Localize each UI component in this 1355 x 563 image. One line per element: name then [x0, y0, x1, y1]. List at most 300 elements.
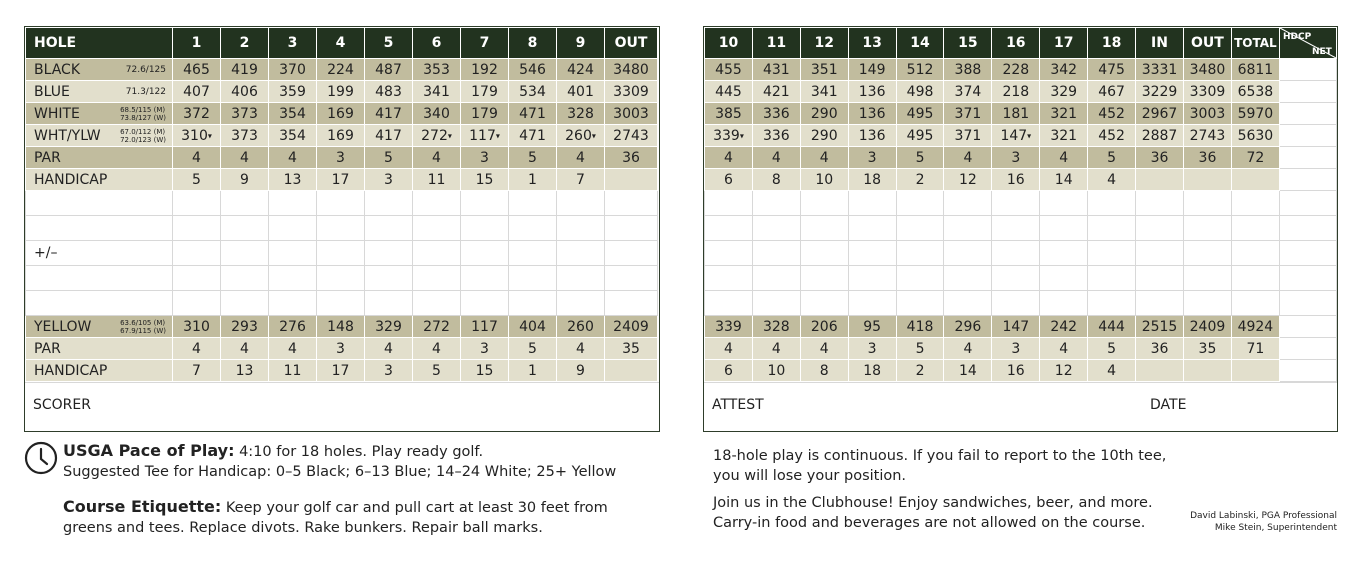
score-entry-cell[interactable]: [173, 291, 221, 316]
hdcp-net-cell[interactable]: [1279, 81, 1336, 103]
score-entry-cell[interactable]: [221, 191, 269, 216]
row-label: [26, 59, 173, 81]
score-entry-cell[interactable]: [317, 241, 365, 266]
hdcp-net-cell[interactable]: [1279, 338, 1336, 360]
score-cell: 8: [752, 169, 800, 191]
score-cell: [605, 360, 658, 382]
tee-suggestion: Suggested Tee for Handicap: 0–5 Black; 6–13 Blue; 14–24 White; 25+ Yellow: [63, 464, 617, 480]
score-cell: 329: [365, 316, 413, 338]
score-entry-cell[interactable]: [605, 216, 658, 241]
score-entry-row[interactable]: [26, 241, 658, 266]
hdcp-net-cell[interactable]: [1279, 360, 1336, 382]
score-cell: 5970: [1231, 103, 1279, 125]
score-entry-cell[interactable]: [705, 216, 753, 241]
score-cell: 4: [800, 147, 848, 169]
score-entry-cell[interactable]: [992, 266, 1040, 291]
hdcp-net-cell[interactable]: [1279, 125, 1336, 147]
score-entry-cell[interactable]: [269, 266, 317, 291]
score-cell: 407: [173, 81, 221, 103]
score-entry-cell[interactable]: [848, 241, 896, 266]
score-cell: 3: [992, 338, 1040, 360]
score-cell: 4924: [1231, 316, 1279, 338]
score-cell: 17: [317, 360, 365, 382]
score-entry-cell[interactable]: [173, 216, 221, 241]
score-entry-cell[interactable]: [557, 191, 605, 216]
score-cell: 351: [800, 59, 848, 81]
score-cell: [1183, 169, 1231, 191]
score-entry-cell[interactable]: [944, 241, 992, 266]
score-cell: 4: [752, 338, 800, 360]
score-entry-cell[interactable]: [1136, 291, 1184, 316]
back-lower-row-2: [705, 338, 1337, 360]
score-entry-cell[interactable]: [509, 191, 557, 216]
score-entry-cell[interactable]: [1231, 216, 1279, 241]
score-entry-cell[interactable]: [848, 291, 896, 316]
hole-12-header: 12: [800, 28, 848, 59]
score-entry-cell[interactable]: [752, 216, 800, 241]
hdcp-net-cell[interactable]: [1279, 59, 1336, 81]
score-cell: 424: [557, 59, 605, 81]
continuous-text-2: you will lose your position.: [713, 468, 907, 484]
score-cell: 418: [896, 316, 944, 338]
row-label: [26, 169, 173, 191]
row-label: [26, 125, 173, 147]
score-cell: 13: [221, 360, 269, 382]
score-entry-cell[interactable]: [1136, 266, 1184, 291]
score-entry-cell[interactable]: [1088, 266, 1136, 291]
score-cell: 5: [365, 147, 413, 169]
continuous-text-1: 18-hole play is continuous. If you fail to report to the 10th tee,: [713, 448, 1167, 464]
tee-name: HANDICAP: [34, 362, 108, 379]
score-entry-cell[interactable]: [752, 191, 800, 216]
score-cell: 5: [896, 147, 944, 169]
tee-name: HANDICAP: [34, 171, 108, 188]
score-entry-cell[interactable]: [317, 266, 365, 291]
score-entry-cell[interactable]: [1183, 191, 1231, 216]
score-entry-cell[interactable]: [1136, 241, 1184, 266]
score-entry-row[interactable]: [705, 241, 1337, 266]
score-entry-cell[interactable]: [317, 291, 365, 316]
score-entry-cell[interactable]: [800, 216, 848, 241]
score-entry-cell[interactable]: [896, 191, 944, 216]
tee-row-blue: [26, 81, 658, 103]
score-cell: 512: [896, 59, 944, 81]
course-rating: 71.3/122: [125, 86, 166, 97]
score-cell: 4: [557, 338, 605, 360]
score-entry-row[interactable]: [26, 291, 658, 316]
hole-14-header: 14: [896, 28, 944, 59]
score-cell: 3: [365, 169, 413, 191]
score-entry-cell[interactable]: [365, 216, 413, 241]
score-cell: [605, 169, 658, 191]
score-cell: 9: [221, 169, 269, 191]
hole-9-header: 9: [557, 28, 605, 59]
score-entry-cell[interactable]: [221, 291, 269, 316]
score-cell: 6811: [1231, 59, 1279, 81]
score-entry-cell[interactable]: [896, 291, 944, 316]
tee-row-white: [26, 103, 658, 125]
score-cell: 5: [1088, 147, 1136, 169]
score-entry-cell[interactable]: [1088, 291, 1136, 316]
score-cell: 7: [557, 169, 605, 191]
tee-name: WHT/YLW: [34, 127, 101, 144]
score-entry-cell[interactable]: [896, 241, 944, 266]
score-entry-cell[interactable]: [509, 241, 557, 266]
score-entry-cell[interactable]: [1231, 241, 1279, 266]
score-entry-cell[interactable]: [1088, 191, 1136, 216]
score-cell: 336: [752, 103, 800, 125]
score-cell: 3003: [605, 103, 658, 125]
score-cell: 2515: [1136, 316, 1184, 338]
score-entry-cell[interactable]: [992, 191, 1040, 216]
score-entry-cell[interactable]: [1088, 216, 1136, 241]
score-cell: 385: [705, 103, 753, 125]
score-cell: 16: [992, 169, 1040, 191]
score-cell: 3: [461, 338, 509, 360]
hole-15-header: 15: [944, 28, 992, 59]
score-entry-cell[interactable]: [896, 266, 944, 291]
score-entry-cell[interactable]: [317, 191, 365, 216]
score-cell: 373: [221, 103, 269, 125]
back-lower-row-3: [705, 360, 1337, 382]
score-entry-cell[interactable]: [1040, 191, 1088, 216]
score-entry-cell[interactable]: [413, 216, 461, 241]
score-entry-cell[interactable]: [557, 216, 605, 241]
score-entry-cell[interactable]: [269, 241, 317, 266]
superintendent-name: Mike Stein, Superintendent: [1214, 523, 1337, 533]
hole-18-header: 18: [1088, 28, 1136, 59]
score-cell: 417: [365, 125, 413, 147]
score-cell: 3229: [1136, 81, 1184, 103]
score-cell: 3: [848, 338, 896, 360]
score-cell: 242: [1040, 316, 1088, 338]
score-cell: 4: [221, 147, 269, 169]
score-entry-cell[interactable]: [605, 266, 658, 291]
score-entry-cell[interactable]: [461, 191, 509, 216]
course-rating: 68.5/115 (M) 73.8/127 (W): [120, 105, 166, 122]
score-entry-cell[interactable]: [413, 191, 461, 216]
score-entry-cell[interactable]: [752, 241, 800, 266]
score-cell: 341: [800, 81, 848, 103]
score-entry-cell[interactable]: [365, 266, 413, 291]
score-entry-cell[interactable]: [848, 266, 896, 291]
tee-name: PAR: [34, 149, 61, 166]
tee-name: BLACK: [34, 61, 81, 78]
back-nine-scorecard: [703, 26, 1338, 432]
score-cell: 181: [992, 103, 1040, 125]
score-cell: 4: [705, 147, 753, 169]
score-cell: 95: [848, 316, 896, 338]
score-entry-cell[interactable]: [992, 216, 1040, 241]
score-entry-cell[interactable]: [221, 216, 269, 241]
score-entry-cell[interactable]: [752, 291, 800, 316]
player-name-cell[interactable]: [26, 291, 173, 316]
course-rating: 72.6/125: [125, 64, 166, 75]
score-cell: 321: [1040, 125, 1088, 147]
score-entry-cell[interactable]: [1279, 291, 1336, 316]
score-entry-cell[interactable]: [1183, 291, 1231, 316]
score-entry-cell[interactable]: [365, 241, 413, 266]
score-cell: 293: [221, 316, 269, 338]
score-cell: 328: [752, 316, 800, 338]
score-cell: 2967: [1136, 103, 1184, 125]
score-cell: 5: [509, 147, 557, 169]
tee-row-black: [26, 59, 658, 81]
hole-total-header: TOTAL: [1231, 28, 1279, 59]
score-cell: 14: [944, 360, 992, 382]
score-entry-cell[interactable]: [221, 241, 269, 266]
clubhouse-text-2: Carry-in food and beverages are not allowed on the course.: [713, 515, 1146, 531]
score-entry-cell[interactable]: [800, 291, 848, 316]
score-entry-cell[interactable]: [1279, 191, 1336, 216]
back-row-1: [705, 59, 1337, 81]
score-cell: 4: [269, 147, 317, 169]
score-entry-cell[interactable]: [1279, 266, 1336, 291]
score-cell: 117▾: [461, 125, 509, 147]
course-rating: 67.0/112 (M) 72.0/123 (W): [120, 127, 166, 144]
row-label: [26, 103, 173, 125]
score-cell: 13: [269, 169, 317, 191]
score-cell: 3309: [1183, 81, 1231, 103]
hdcp-net-header: [1279, 28, 1336, 59]
score-entry-cell[interactable]: [221, 266, 269, 291]
score-entry-cell[interactable]: [509, 291, 557, 316]
score-entry-cell[interactable]: [1088, 241, 1136, 266]
hole-2-header: 2: [221, 28, 269, 59]
score-cell: 4: [413, 147, 461, 169]
score-entry-cell[interactable]: [365, 291, 413, 316]
score-cell: 218: [992, 81, 1040, 103]
score-cell: 16: [992, 360, 1040, 382]
score-cell: 4: [800, 338, 848, 360]
score-entry-cell[interactable]: [705, 291, 753, 316]
hdcp-net-cell[interactable]: [1279, 169, 1336, 191]
score-cell: 495: [896, 103, 944, 125]
score-entry-cell[interactable]: [557, 266, 605, 291]
plus-minus-label[interactable]: +/–: [26, 241, 173, 266]
score-cell: 224: [317, 59, 365, 81]
score-entry-cell[interactable]: [848, 216, 896, 241]
score-entry-cell[interactable]: [1040, 291, 1088, 316]
score-entry-cell[interactable]: [1136, 216, 1184, 241]
etiquette-title: Course Etiquette:: [63, 497, 222, 516]
score-cell: 179: [461, 103, 509, 125]
score-entry-cell[interactable]: [1040, 241, 1088, 266]
score-entry-row[interactable]: [705, 216, 1337, 241]
score-entry-cell[interactable]: [944, 216, 992, 241]
tee-name: YELLOW: [34, 318, 92, 335]
player-name-cell[interactable]: [26, 266, 173, 291]
score-cell: 72: [1231, 147, 1279, 169]
score-entry-cell[interactable]: [1040, 216, 1088, 241]
score-entry-cell[interactable]: [173, 241, 221, 266]
tee-row-wht-ylw: [26, 125, 658, 147]
score-entry-cell[interactable]: [1231, 191, 1279, 216]
score-entry-cell[interactable]: [800, 266, 848, 291]
score-cell: 11: [269, 360, 317, 382]
score-cell: 290: [800, 103, 848, 125]
score-entry-cell[interactable]: [605, 241, 658, 266]
score-cell: 15: [461, 360, 509, 382]
score-entry-cell[interactable]: [557, 291, 605, 316]
score-cell: 4: [1040, 147, 1088, 169]
score-cell: 336: [752, 125, 800, 147]
score-entry-row[interactable]: [26, 216, 658, 241]
score-entry-cell[interactable]: [1183, 216, 1231, 241]
score-cell: 452: [1088, 125, 1136, 147]
score-entry-row[interactable]: [26, 191, 658, 216]
score-cell: 5: [1088, 338, 1136, 360]
score-cell: 310: [173, 316, 221, 338]
score-entry-cell[interactable]: [269, 291, 317, 316]
score-cell: 10: [752, 360, 800, 382]
score-entry-row[interactable]: [26, 266, 658, 291]
score-cell: [1183, 360, 1231, 382]
score-cell: 4: [269, 338, 317, 360]
score-entry-cell[interactable]: [509, 266, 557, 291]
score-cell: 4: [705, 338, 753, 360]
hdcp-net-cell[interactable]: [1279, 316, 1336, 338]
hdcp-net-cell[interactable]: [1279, 103, 1336, 125]
score-cell: 431: [752, 59, 800, 81]
score-entry-cell[interactable]: [509, 216, 557, 241]
attest-row[interactable]: [704, 382, 1337, 431]
date-label: DATE: [1150, 397, 1187, 413]
forward-tee-arrow-icon: ▾: [1027, 131, 1032, 140]
score-cell: 444: [1088, 316, 1136, 338]
lower-row-yellow: [26, 316, 658, 338]
score-entry-cell[interactable]: [269, 191, 317, 216]
hole-8-header: 8: [509, 28, 557, 59]
score-cell: 4: [944, 147, 992, 169]
clock-icon: [24, 441, 58, 475]
score-cell: 169: [317, 125, 365, 147]
score-entry-cell[interactable]: [365, 191, 413, 216]
score-entry-cell[interactable]: [557, 241, 605, 266]
score-cell: 310▾: [173, 125, 221, 147]
score-cell: 339: [705, 316, 753, 338]
score-entry-cell[interactable]: [992, 241, 1040, 266]
row-label: [26, 360, 173, 382]
scorer-row[interactable]: [25, 382, 659, 431]
score-cell: 371: [944, 103, 992, 125]
etiquette-note: [63, 497, 608, 538]
tee-name: WHITE: [34, 105, 80, 122]
score-entry-cell[interactable]: [1183, 241, 1231, 266]
score-cell: 14: [1040, 169, 1088, 191]
score-entry-cell[interactable]: [800, 191, 848, 216]
score-entry-cell[interactable]: [1040, 266, 1088, 291]
score-entry-cell[interactable]: [992, 291, 1040, 316]
tee-row-handicap: [26, 169, 658, 191]
score-entry-cell[interactable]: [317, 216, 365, 241]
score-entry-cell[interactable]: [800, 241, 848, 266]
score-cell: 117: [461, 316, 509, 338]
score-entry-row[interactable]: [705, 191, 1337, 216]
score-cell: 388: [944, 59, 992, 81]
score-entry-cell[interactable]: [1231, 291, 1279, 316]
score-entry-cell[interactable]: [1231, 266, 1279, 291]
pace-of-play-note: [63, 441, 616, 482]
score-entry-cell[interactable]: [461, 266, 509, 291]
score-cell: 341: [413, 81, 461, 103]
score-entry-cell[interactable]: [752, 266, 800, 291]
score-cell: 487: [365, 59, 413, 81]
score-entry-cell[interactable]: [896, 216, 944, 241]
score-cell: 272: [413, 316, 461, 338]
score-entry-cell[interactable]: [944, 191, 992, 216]
score-cell: 4: [173, 338, 221, 360]
score-cell: 5630: [1231, 125, 1279, 147]
score-entry-cell[interactable]: [269, 216, 317, 241]
score-entry-cell[interactable]: [705, 191, 753, 216]
tee-name: PAR: [34, 340, 61, 357]
score-cell: 353: [413, 59, 461, 81]
hole-header: HOLE: [26, 28, 173, 59]
score-cell: 12: [1040, 360, 1088, 382]
score-entry-row[interactable]: [705, 291, 1337, 316]
score-cell: 417: [365, 103, 413, 125]
score-cell: 147▾: [992, 125, 1040, 147]
score-entry-cell[interactable]: [1279, 216, 1336, 241]
score-cell: 1: [509, 360, 557, 382]
score-cell: 3480: [1183, 59, 1231, 81]
score-cell: 149: [848, 59, 896, 81]
score-cell: 4: [1040, 338, 1088, 360]
score-entry-cell[interactable]: [413, 241, 461, 266]
etiquette-text-2: greens and tees. Replace divots. Rake bunkers. Repair ball marks.: [63, 520, 543, 536]
score-entry-cell[interactable]: [848, 191, 896, 216]
score-cell: 419: [221, 59, 269, 81]
hole-in-header: IN: [1136, 28, 1184, 59]
hdcp-net-cell[interactable]: [1279, 147, 1336, 169]
pace-text: 4:10 for 18 holes. Play ready golf.: [234, 444, 484, 460]
score-cell: 465: [173, 59, 221, 81]
score-entry-cell[interactable]: [173, 191, 221, 216]
score-entry-cell[interactable]: [944, 266, 992, 291]
score-entry-cell[interactable]: [705, 266, 753, 291]
score-cell: 498: [896, 81, 944, 103]
score-entry-cell[interactable]: [173, 266, 221, 291]
score-entry-cell[interactable]: [1136, 191, 1184, 216]
score-entry-cell[interactable]: [605, 291, 658, 316]
score-entry-cell[interactable]: [413, 291, 461, 316]
score-cell: 471: [509, 125, 557, 147]
player-name-cell[interactable]: [26, 216, 173, 241]
score-entry-cell[interactable]: [1279, 241, 1336, 266]
player-name-cell[interactable]: [26, 191, 173, 216]
score-cell: [1231, 360, 1279, 382]
score-entry-cell[interactable]: [461, 241, 509, 266]
score-entry-cell[interactable]: [605, 191, 658, 216]
score-entry-cell[interactable]: [1183, 266, 1231, 291]
score-cell: 354: [269, 125, 317, 147]
continuous-play-note: [713, 446, 1166, 486]
score-cell: 192: [461, 59, 509, 81]
score-entry-cell[interactable]: [461, 216, 509, 241]
score-cell: 4: [413, 338, 461, 360]
score-entry-cell[interactable]: [413, 266, 461, 291]
score-cell: 452: [1088, 103, 1136, 125]
score-entry-cell[interactable]: [944, 291, 992, 316]
score-cell: [1136, 169, 1184, 191]
score-entry-cell[interactable]: [705, 241, 753, 266]
score-entry-cell[interactable]: [461, 291, 509, 316]
forward-tee-arrow-icon: ▾: [447, 131, 452, 140]
hole-16-header: 16: [992, 28, 1040, 59]
score-cell: 18: [848, 360, 896, 382]
score-entry-row[interactable]: [705, 266, 1337, 291]
